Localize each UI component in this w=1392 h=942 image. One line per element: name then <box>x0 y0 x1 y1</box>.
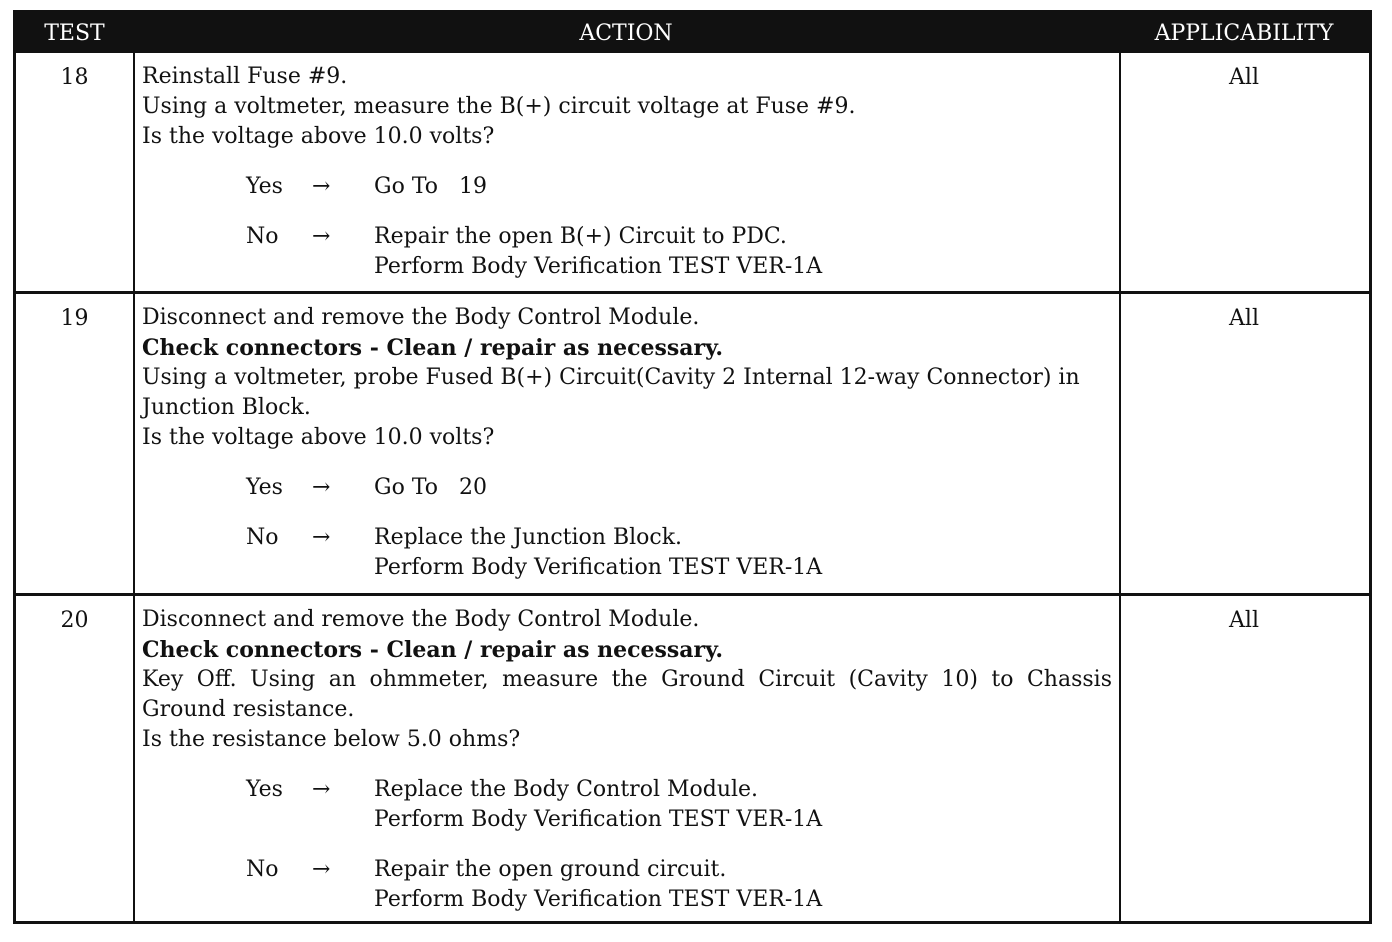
result-line: Perform Body Verification TEST VER-1A <box>374 807 823 832</box>
yes-branch <box>142 172 1112 202</box>
yes-branch <box>142 775 1112 835</box>
arrow-icon: → <box>312 857 331 882</box>
test-number: 19 <box>60 306 89 331</box>
applicability-value: All <box>1229 306 1259 331</box>
yes-branch <box>142 473 1112 503</box>
yes-label: Yes <box>246 777 283 802</box>
action-line: Junction Block. <box>142 395 311 420</box>
result-line: Repair the open ground circuit. <box>374 857 727 882</box>
header-applicability: APPLICABILITY <box>1154 20 1334 46</box>
result-line: Replace the Junction Block. <box>374 525 683 550</box>
result-line: Go To 19 <box>374 174 487 199</box>
result-line: Repair the open B(+) Circuit to PDC. <box>374 224 787 249</box>
header-action: ACTION <box>579 20 673 46</box>
no-branch <box>142 222 1112 282</box>
applicability-value: All <box>1229 65 1259 90</box>
no-label: No <box>246 525 279 550</box>
action-line: Disconnect and remove the Body Control Module. <box>142 607 700 632</box>
arrow-icon: → <box>312 224 331 249</box>
arrow-icon: → <box>312 525 331 550</box>
no-branch <box>142 523 1112 583</box>
test-number: 18 <box>60 65 89 90</box>
action-line: Using a voltmeter, probe Fused B(+) Circuit(Cavity 2 Internal 12-way Connector) in <box>142 365 1080 390</box>
yes-result <box>374 775 1112 835</box>
result-line: Go To 20 <box>374 475 487 500</box>
result-line: Perform Body Verification TEST VER-1A <box>374 254 823 279</box>
row-divider-2 <box>16 593 1369 596</box>
action-line: Disconnect and remove the Body Control Module. <box>142 305 700 330</box>
action-line: Is the resistance below 5.0 ohms? <box>142 727 521 752</box>
arrow-icon: → <box>312 174 331 199</box>
arrow-icon: → <box>312 777 331 802</box>
arrow-icon: → <box>312 475 331 500</box>
action-text <box>142 303 1112 583</box>
yes-label: Yes <box>246 475 283 500</box>
action-line: Reinstall Fuse #9. <box>142 64 348 89</box>
action-line: Ground resistance. <box>142 697 355 722</box>
column-divider-2 <box>1119 53 1121 921</box>
no-result <box>374 855 1112 915</box>
action-text <box>142 605 1112 915</box>
table-header <box>16 13 1369 53</box>
action-line: Is the voltage above 10.0 volts? <box>142 124 495 149</box>
action-line-bold: Check connectors - Clean / repair as necessary. <box>142 637 724 663</box>
action-line-bold: Check connectors - Clean / repair as necessary. <box>142 335 724 361</box>
no-label: No <box>246 857 279 882</box>
result-line: Replace the Body Control Module. <box>374 777 759 802</box>
diagnostic-table <box>13 10 1372 924</box>
yes-result <box>374 172 1112 202</box>
result-line: Perform Body Verification TEST VER-1A <box>374 887 823 912</box>
result-line: Perform Body Verification TEST VER-1A <box>374 555 823 580</box>
action-line: Key Off. Using an ohmmeter, measure the Ground Circuit (Cavity 10) to Chassis <box>142 667 1112 692</box>
test-number: 20 <box>60 608 89 633</box>
no-label: No <box>246 224 279 249</box>
no-result <box>374 523 1112 583</box>
action-line: Using a voltmeter, measure the B(+) circuit voltage at Fuse #9. <box>142 94 856 119</box>
applicability-value: All <box>1229 608 1259 633</box>
no-branch <box>142 855 1112 915</box>
row-divider-1 <box>16 291 1369 294</box>
yes-result <box>374 473 1112 503</box>
column-divider-1 <box>133 53 135 921</box>
action-text <box>142 62 1112 282</box>
no-result <box>374 222 1112 282</box>
action-line: Is the voltage above 10.0 volts? <box>142 425 495 450</box>
yes-label: Yes <box>246 174 283 199</box>
header-test: TEST <box>44 20 105 46</box>
